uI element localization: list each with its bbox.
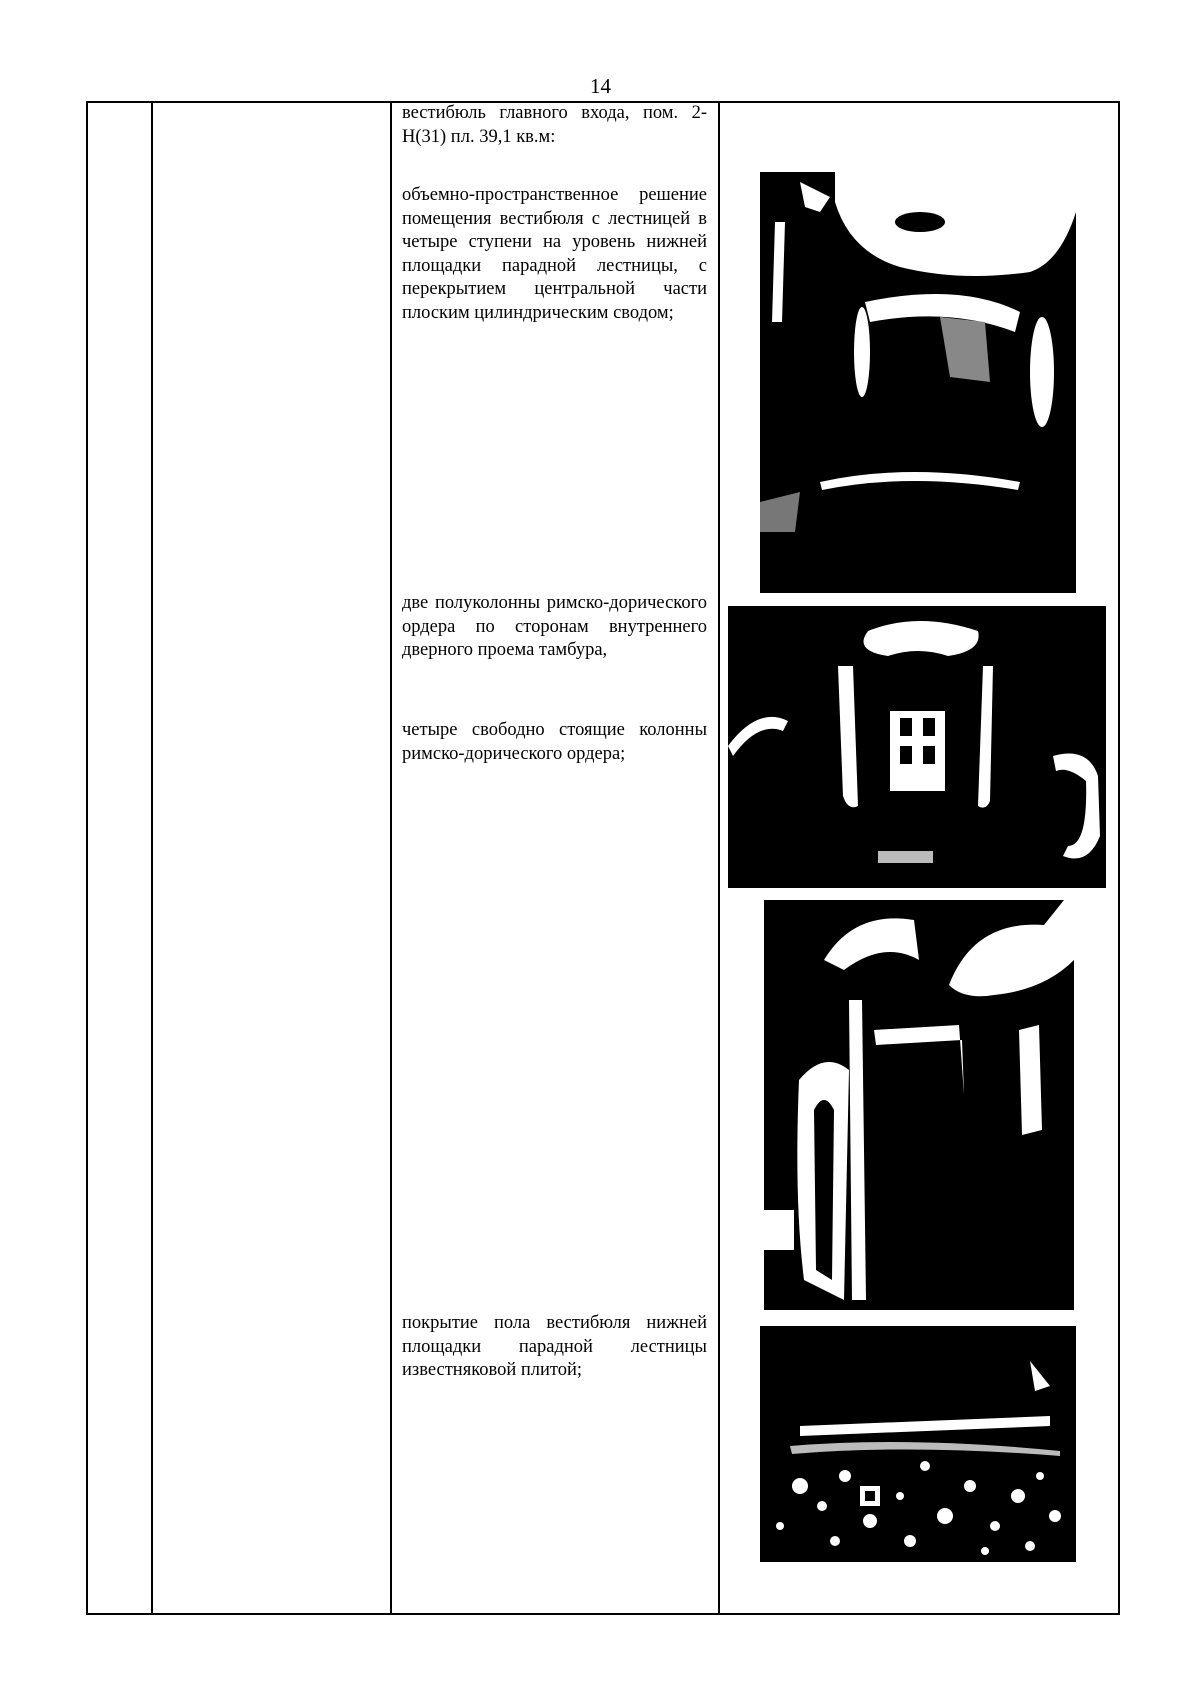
table-left-border [86, 101, 88, 1615]
photo-limestone-floor [760, 1326, 1076, 1562]
entry-floor-covering [402, 1312, 707, 1383]
table-right-border [1118, 101, 1120, 1615]
column-divider-3 [718, 101, 720, 1615]
entry-free-columns [402, 719, 707, 766]
photo-tambour-door [728, 606, 1106, 888]
page-number: 14 [590, 74, 611, 98]
entry-text: объемно-пространственное решение помещения вестибюля с лестницей в четыре ступени на уровень нижней площадки парадной лестницы, с перекрытием центральной части плоским цилиндрическим сводом; [402, 185, 707, 323]
photo-columns [764, 900, 1074, 1310]
table-bottom-border [86, 1613, 1120, 1615]
column-divider-2 [390, 101, 392, 1615]
photo-vestibule-vault [760, 172, 1076, 593]
entry-spatial-solution [402, 184, 707, 325]
entry-half-columns [402, 592, 707, 663]
entry-text: покрытие пола вестибюля нижней площадки парадной лестницы известняковой плитой; [402, 1313, 707, 1380]
entry-vestibule-heading [402, 102, 707, 149]
entry-text: вестибюль главного входа, пом. 2-Н(31) пл. 39,1 кв.м: [402, 103, 707, 147]
entry-text: две полуколонны римско-дорического ордера по сторонам внутреннего дверного проема тамбура, [402, 593, 707, 660]
column-divider-1 [151, 101, 153, 1615]
entry-text: четыре свободно стоящие колонны римско-дорического ордера; [402, 720, 707, 764]
